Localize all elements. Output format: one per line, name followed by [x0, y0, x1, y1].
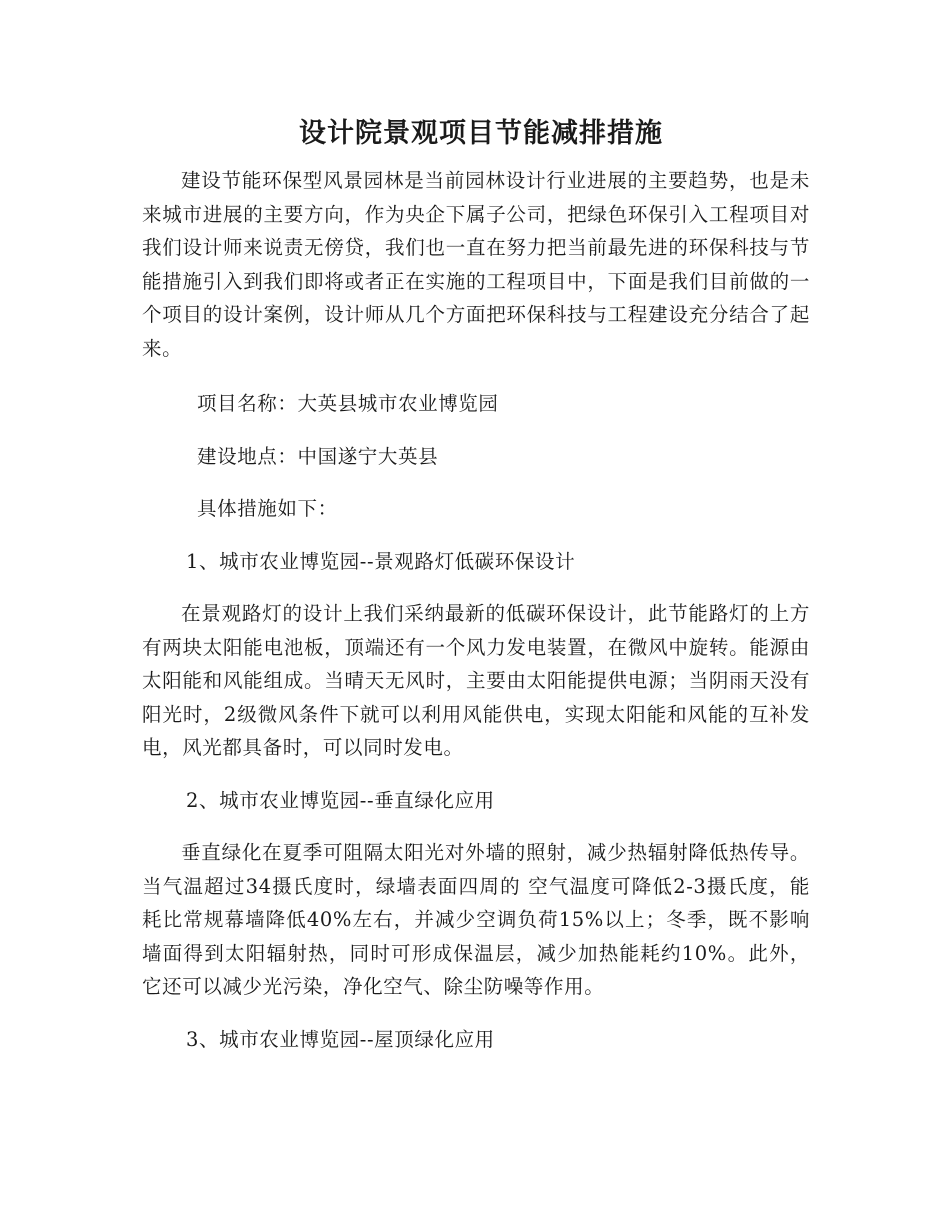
document-page	[142, 112, 810, 1056]
section-heading-1: 1、城市农业博览园--景观路灯低碳环保设计	[186, 549, 576, 573]
document-title: 设计院景观项目节能减排措施	[299, 118, 663, 149]
section-heading-3: 3、城市农业博览园--屋顶绿化应用	[186, 1027, 495, 1051]
project-name: 项目名称：大英县城市农业博览园	[197, 392, 499, 415]
section-body-1: 在景观路灯的设计上我们采纳最新的低碳环保设计，此节能路灯的上方有两块太阳能电池板，顶端还有一个风力发电装置，在微风中旋转。能源由太阳能和风能组成。当晴天无风时，主要由太阳能提供电源；当阴雨天没有阳光时，2级微风条件下就可以利用风能供电，实现太阳能和风能的互补发电，风光都具备时，可以同时发电。	[142, 602, 810, 759]
section-heading-2: 2、城市农业博览园--垂直绿化应用	[186, 788, 495, 812]
intro-paragraph: 建设节能环保型风景园林是当前园林设计行业进展的主要趋势，也是未来城市进展的主要方向，作为央企下属子公司，把绿色环保引入工程项目对我们设计师来说责无傍贷，我们也一直在努力把当前最先进的环保科技与节能措施引入到我们即将或者正在实施的工程项目中，下面是我们目前做的一个项目的设计案例，设计师从几个方面把环保科技与工程建设充分结合了起来。	[142, 169, 810, 360]
measures-intro: 具体措施如下：	[197, 497, 338, 520]
project-location: 建设地点：中国遂宁大英县	[197, 444, 439, 468]
section-body-2: 垂直绿化在夏季可阻隔太阳光对外墙的照射，减少热辐射降低热传导。当气温超过34摄氏度时，绿墙表面四周的 空气温度可降低2-3摄氏度，能耗比常规幕墙降低40%左右，并减少空调负荷15%以上；冬季，既不影响墙面得到太阳辐射热，同时可形成保温层，减少加热能耗约10%。此外，它还可以减少光污染，净化空气、除尘防噪等作用。	[142, 841, 810, 998]
